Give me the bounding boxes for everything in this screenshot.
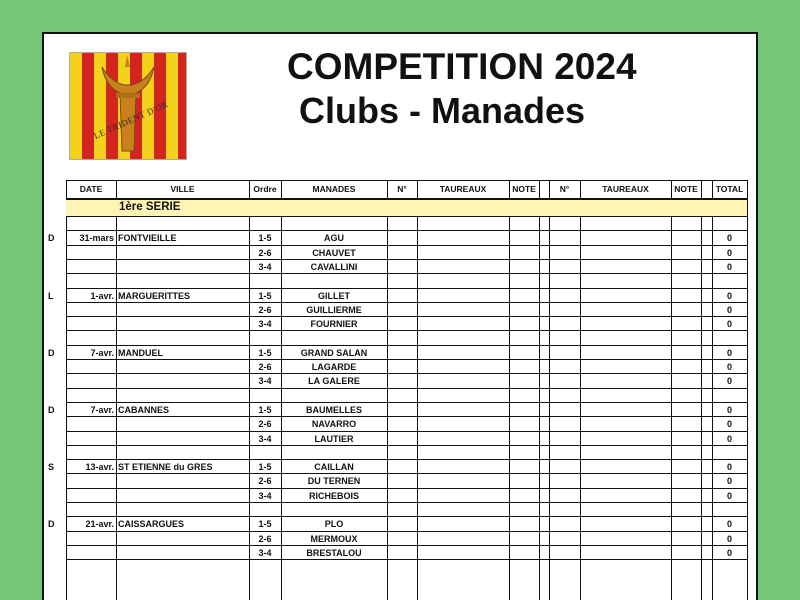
column-border — [671, 180, 672, 600]
column-header-total: TOTAL — [715, 184, 744, 194]
logo-text: LE TRIDENT D'OR — [92, 99, 170, 141]
manade-name: GRAND SALAN — [300, 347, 368, 358]
ordre-cell: 2-6 — [258, 247, 272, 258]
manade-name: GUILLIERME — [306, 304, 362, 315]
row-border — [66, 445, 747, 446]
manade-name: LA GALERE — [308, 375, 360, 386]
row-border — [66, 473, 747, 474]
ordre-cell: 1-5 — [258, 461, 272, 472]
column-header-note2: NOTE — [674, 184, 698, 194]
day-letter: L — [48, 290, 54, 301]
column-header-n1: N° — [397, 184, 407, 194]
total-cell: 0 — [726, 433, 732, 444]
column-border — [747, 180, 748, 600]
manade-name: MERMOUX — [310, 533, 358, 544]
column-header-taureaux1: TAUREAUX — [439, 184, 487, 194]
event-date: 1-avr. — [90, 290, 114, 301]
manade-name: GILLET — [318, 290, 350, 301]
spreadsheet-page — [42, 32, 758, 600]
row-border — [66, 488, 747, 489]
ordre-cell: 1-5 — [258, 404, 272, 415]
ordre-cell: 2-6 — [258, 361, 272, 372]
page-subtitle: Clubs - Manades — [299, 90, 586, 131]
manade-name: DU TERNEN — [307, 475, 361, 486]
column-border — [580, 180, 581, 600]
total-cell: 0 — [726, 361, 732, 372]
total-cell: 0 — [726, 533, 732, 544]
column-border — [417, 180, 418, 600]
ordre-cell: 2-6 — [258, 418, 272, 429]
total-cell: 0 — [726, 290, 732, 301]
column-border — [509, 180, 510, 600]
event-date: 7-avr. — [90, 404, 114, 415]
manade-name: AGU — [324, 232, 344, 243]
total-cell: 0 — [726, 475, 732, 486]
event-city: FONTVIEILLE — [118, 232, 177, 243]
ordre-cell: 2-6 — [258, 475, 272, 486]
row-border — [66, 316, 747, 317]
total-cell: 0 — [726, 347, 732, 358]
ordre-cell: 3-4 — [258, 547, 272, 558]
column-border — [701, 180, 702, 600]
event-date: 13-avr. — [85, 461, 114, 472]
total-cell: 0 — [726, 547, 732, 558]
ordre-cell: 3-4 — [258, 318, 272, 329]
event-city: MARGUERITTES — [118, 290, 190, 301]
page-title: COMPETITION 2024 — [287, 46, 637, 87]
manade-name: CAILLAN — [314, 461, 354, 472]
day-letter: D — [48, 232, 55, 243]
row-border — [66, 216, 747, 217]
ordre-cell: 1-5 — [258, 518, 272, 529]
row-border — [66, 245, 747, 246]
row-border — [66, 373, 747, 374]
ordre-cell: 2-6 — [258, 533, 272, 544]
total-cell: 0 — [726, 232, 732, 243]
total-cell: 0 — [726, 518, 732, 529]
ordre-cell: 1-5 — [258, 347, 272, 358]
manade-name: LAGARDE — [311, 361, 357, 372]
row-border — [66, 259, 747, 260]
total-cell: 0 — [726, 461, 732, 472]
manade-name: BAUMELLES — [306, 404, 362, 415]
row-border — [66, 302, 747, 303]
manade-name: BRESTALOU — [306, 547, 362, 558]
event-city: ST ETIENNE du GRES — [118, 461, 213, 472]
total-cell: 0 — [726, 490, 732, 501]
total-cell: 0 — [726, 261, 732, 272]
row-border — [66, 388, 747, 389]
total-cell: 0 — [726, 375, 732, 386]
series-label: 1ère SERIE — [119, 201, 181, 213]
total-cell: 0 — [726, 318, 732, 329]
event-date: 7-avr. — [90, 347, 114, 358]
column-header-n2: N° — [559, 184, 570, 194]
manade-name: CAVALLINI — [310, 261, 358, 272]
total-cell: 0 — [726, 304, 732, 315]
day-letter: D — [48, 347, 55, 358]
manade-name: NAVARRO — [311, 418, 357, 429]
event-city: CAISSARGUES — [118, 518, 185, 529]
column-border — [549, 180, 550, 600]
event-city: CABANNES — [118, 404, 170, 415]
row-border — [66, 359, 747, 360]
ordre-cell: 1-5 — [258, 232, 272, 243]
manade-name: FOURNIER — [310, 318, 358, 329]
row-border — [66, 273, 747, 274]
day-letter: D — [48, 404, 55, 415]
row-border — [66, 559, 747, 560]
row-border — [66, 431, 747, 432]
event-date: 21-avr. — [85, 518, 114, 529]
column-header-ordre: Ordre — [253, 184, 277, 194]
column-border — [387, 180, 388, 600]
event-city: MANDUEL — [118, 347, 163, 358]
manade-name: CHAUVET — [312, 247, 356, 258]
column-border — [539, 180, 540, 600]
column-header-manade: MANADES — [312, 184, 356, 194]
event-date: 31-mars — [79, 232, 114, 243]
ordre-cell: 1-5 — [258, 290, 272, 301]
header-top-border — [66, 180, 747, 181]
column-border — [116, 180, 117, 600]
column-header-date: DATE — [79, 184, 103, 194]
manade-name: LAUTIER — [314, 433, 354, 444]
column-header-taureaux2: TAUREAUX — [602, 184, 649, 194]
row-border — [66, 531, 747, 532]
ordre-cell: 3-4 — [258, 261, 272, 272]
manade-name: PLO — [324, 518, 344, 529]
ordre-cell: 3-4 — [258, 375, 272, 386]
total-cell: 0 — [726, 404, 732, 415]
manade-name: RICHEBOIS — [308, 490, 359, 501]
column-header-ville: VILLE — [170, 184, 195, 194]
day-letter: D — [48, 518, 55, 529]
ordre-cell: 3-4 — [258, 490, 272, 501]
ordre-cell: 2-6 — [258, 304, 272, 315]
row-border — [66, 502, 747, 503]
column-header-note1: NOTE — [512, 184, 536, 194]
row-border — [66, 416, 747, 417]
row-border — [66, 545, 747, 546]
total-cell: 0 — [726, 418, 732, 429]
schedule-table — [44, 34, 758, 600]
ordre-cell: 3-4 — [258, 433, 272, 444]
row-border — [66, 330, 747, 331]
total-cell: 0 — [726, 247, 732, 258]
day-letter: S — [48, 461, 55, 472]
